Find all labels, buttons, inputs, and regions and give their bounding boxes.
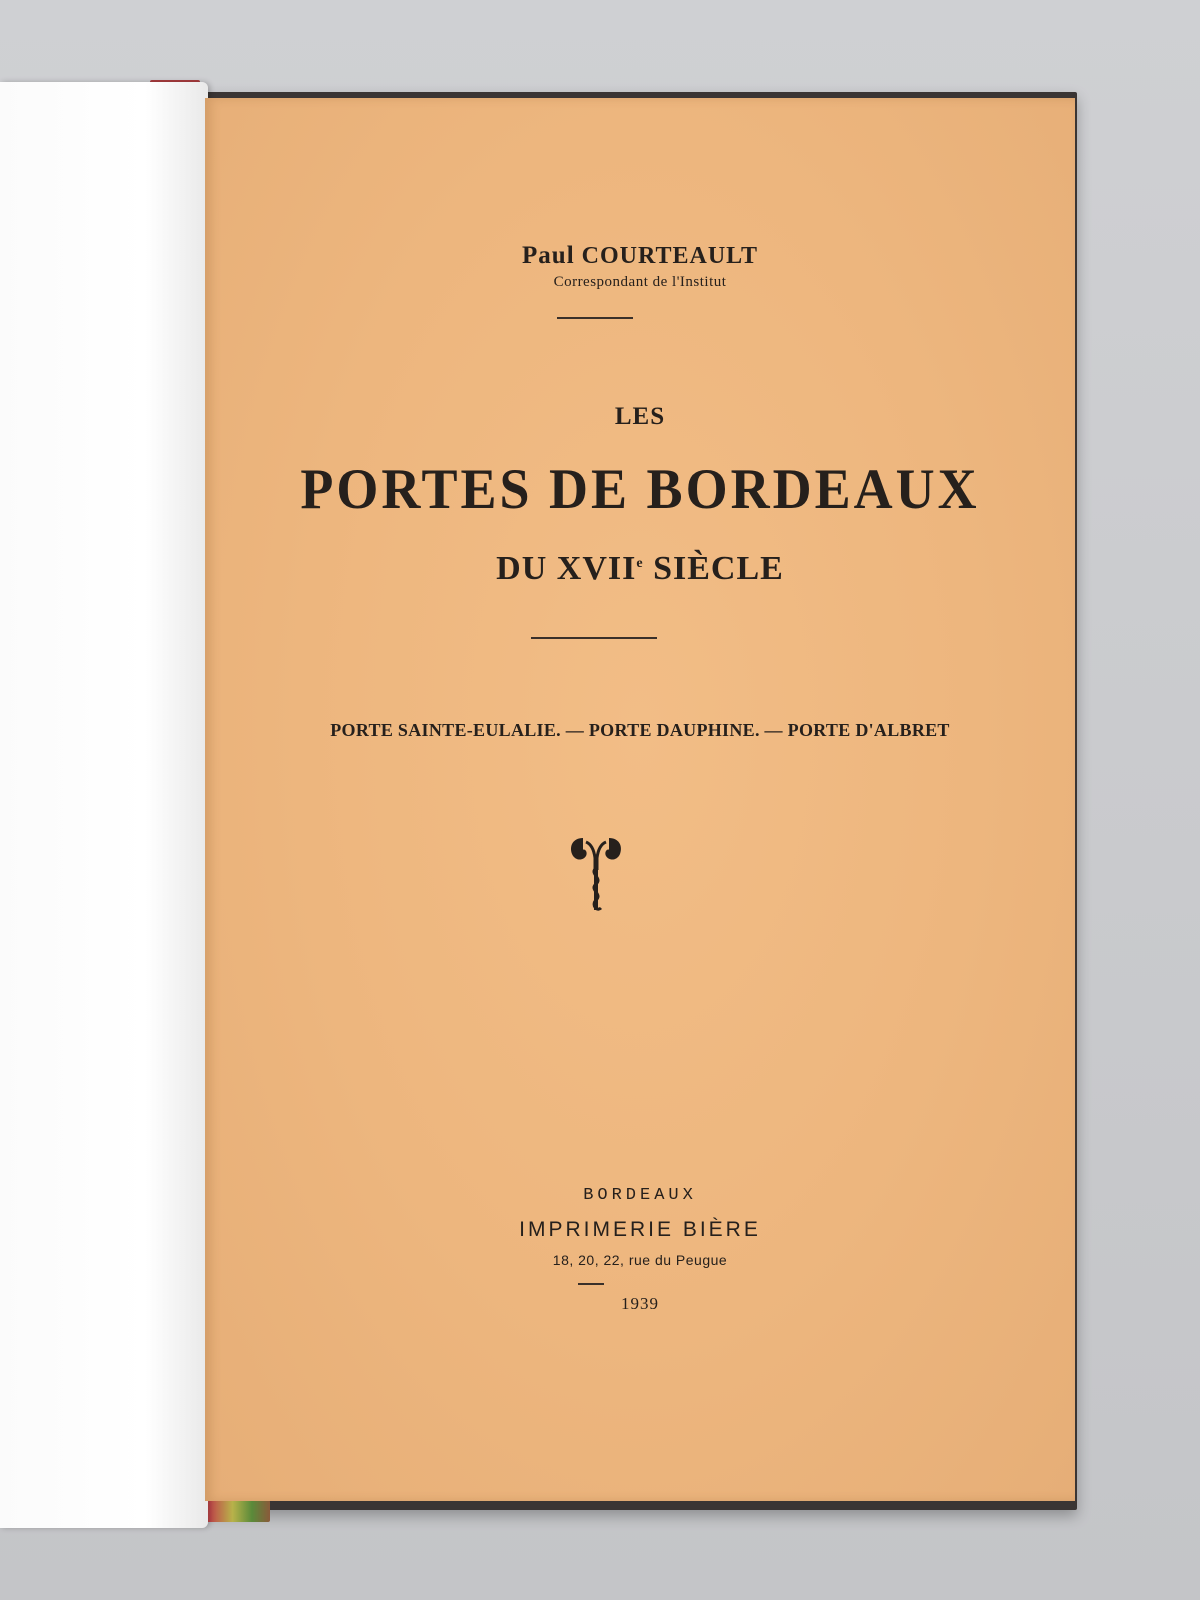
century-superscript: e	[636, 556, 644, 571]
imprint-year: 1939	[621, 1294, 659, 1313]
author-name	[205, 242, 1075, 270]
title-century	[205, 550, 1075, 588]
divider-rule	[578, 1283, 604, 1285]
title-page	[205, 98, 1075, 1501]
divider-rule	[557, 317, 633, 319]
title-article: LES	[614, 403, 666, 430]
printer-fleuron-icon	[569, 834, 623, 916]
divider-rule	[531, 637, 657, 639]
century-prefix: DU XVII	[496, 550, 637, 587]
imprint-city: BORDEAUX	[583, 1186, 697, 1205]
book-title: PORTES DE BORDEAUX	[300, 457, 980, 521]
book-subtitle: PORTE SAINTE-EULALIE. — PORTE DAUPHINE. — PORTE D'ALBRET	[330, 720, 950, 740]
author-first-name: Paul	[522, 242, 575, 269]
blank-endpaper	[0, 82, 208, 1528]
imprint-address: 18, 20, 22, rue du Peugue	[552, 1252, 728, 1268]
century-suffix: SIÈCLE	[643, 550, 784, 587]
author-last-name: COURTEAULT	[581, 243, 758, 269]
author-affiliation: Correspondant de l'Institut	[553, 274, 727, 290]
imprint-printer: IMPRIMERIE BIÈRE	[519, 1218, 761, 1241]
